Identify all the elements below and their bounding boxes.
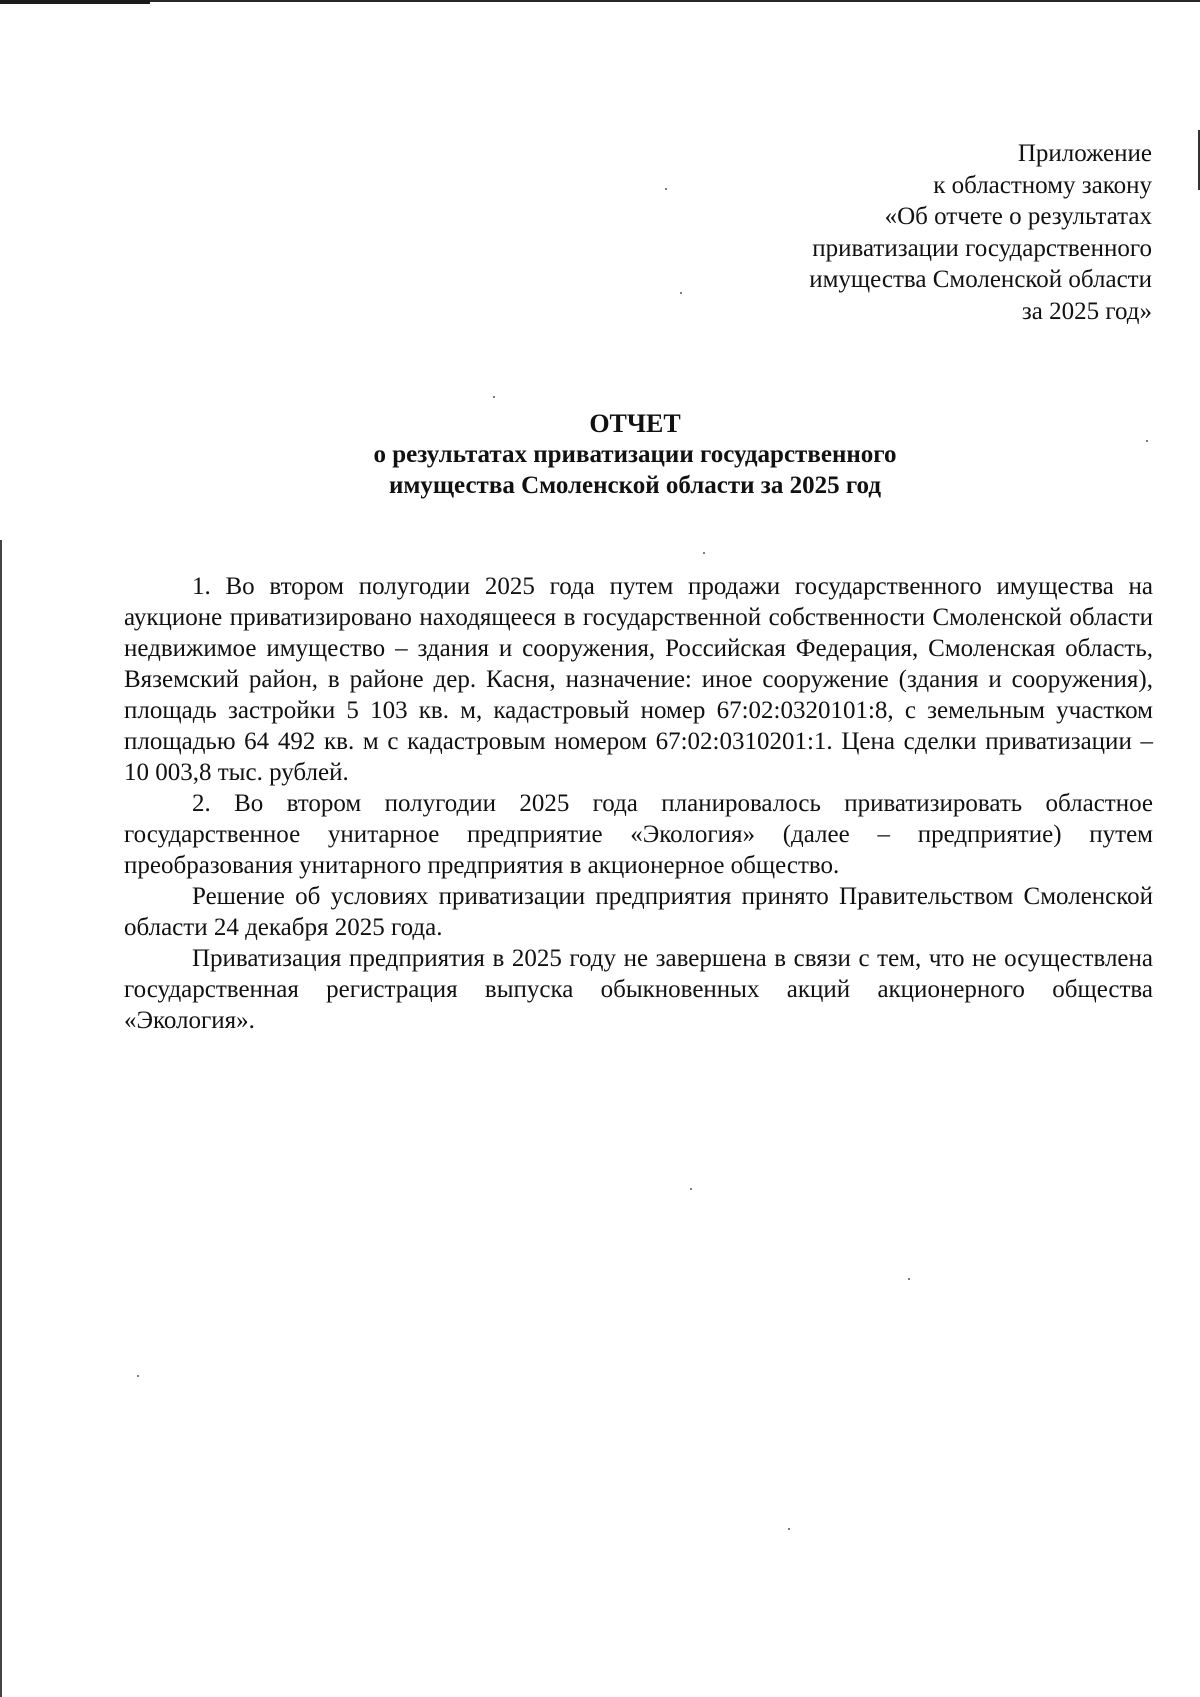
scan-edge-line-top: [150, 0, 1200, 2]
annex-line-1: Приложение: [1017, 140, 1152, 167]
paragraph-4: Приватизация предприятия в 2025 году не завершена в связи с тем, что не осуществлена государственная регистрация выпуска обыкновенных акций акционерного общества «Экология».: [124, 945, 1153, 1034]
paragraph-2: 2. Во втором полугодии 2025 года планировалось приватизировать областное государственное унитарное предприятие «Экология» (далее – предприятие) путем преобразования унитарного предприятия в акционерное общество.: [124, 790, 1153, 879]
scan-speck: [1146, 440, 1148, 442]
scan-speck: [788, 1528, 790, 1530]
scan-speck: [703, 552, 705, 554]
annex-line-3: «Об отчете о результатах: [884, 203, 1152, 230]
report-subtitle-line-1: о результатах приватизации государственного: [373, 441, 897, 468]
annex-line-6: за 2025 год»: [1021, 297, 1152, 325]
annex-header: [552, 138, 1152, 327]
report-body: [124, 571, 1153, 1036]
scan-speck: [680, 292, 682, 294]
scan-speck: [493, 396, 495, 398]
scan-speck: [137, 1375, 139, 1377]
report-title: ОТЧЕТ: [589, 409, 681, 438]
scan-edge-line-left: [0, 540, 2, 1697]
scan-edge-mark-top: [0, 0, 150, 4]
scan-speck: [665, 188, 667, 190]
report-subtitle-line-2: имущества Смоленской области за 2025 год: [389, 472, 881, 499]
annex-line-4: приватизации государственного: [812, 234, 1152, 262]
annex-line-2: к областному закону: [933, 171, 1152, 199]
report-title-block: [120, 408, 1150, 501]
scan-speck: [690, 1188, 692, 1190]
paragraph-1: 1. Во втором полугодии 2025 года путем продажи государственного имущества на аукционе приватизировано находящееся в государственной собственности Смоленской области недвижимое имущество – здания и сооружения, Российская Федерация, Смоленская область, Вяземский район, в районе дер. Касня, назначение: иное сооружение (здания и сооружения), площадь застройки 5 103 кв. м, кадастровый номер 67:02:0320101:8, с земельным участком площадью 64 492 кв. м с кадастровым номером 67:02:0310201:1. Цена сделки приватизации – 10 003,8 тыс. рублей.: [124, 573, 1153, 786]
scan-speck: [908, 1278, 910, 1280]
paragraph-3: Решение об условиях приватизации предприятия принято Правительством Смоленской области 24 декабря 2025 года.: [124, 883, 1153, 941]
annex-line-5: имущества Смоленской области: [809, 266, 1152, 293]
